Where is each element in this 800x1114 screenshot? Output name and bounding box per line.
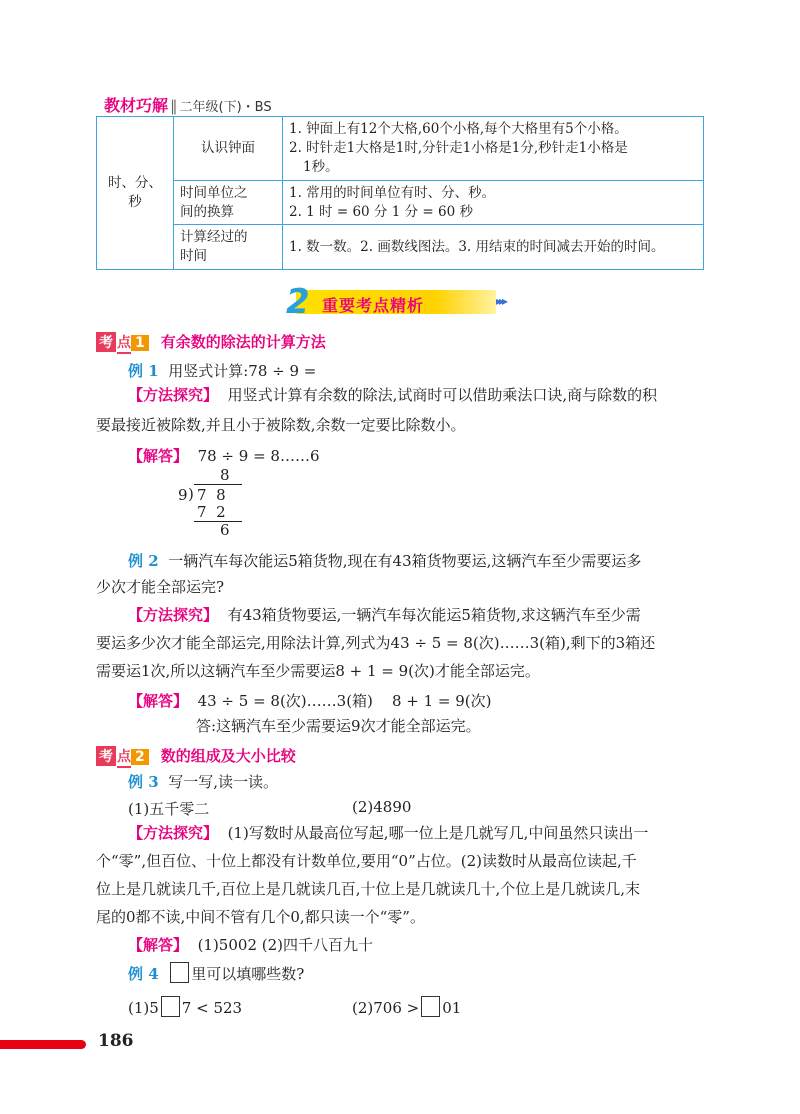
kaodian-heading	[96, 331, 326, 354]
kaodian-badge: 考	[96, 332, 116, 352]
page-number: 186	[98, 1031, 134, 1051]
table-row	[97, 117, 704, 181]
example-4	[128, 962, 304, 984]
section-banner	[286, 282, 526, 322]
kaodian-badge-dian: 点	[117, 746, 131, 768]
example-3	[128, 771, 278, 792]
ld-bar	[194, 484, 242, 485]
running-header	[104, 93, 272, 116]
content-line: 1秒。	[303, 158, 339, 175]
content-line: 1. 钟面上有12个大格,60个小格,每个大格里有5个小格。	[289, 121, 628, 137]
method-3	[128, 818, 704, 848]
method-line: (1)写数时从最高位写起,哪一位上是几就写几,中间虽然只读出一	[227, 824, 649, 842]
kaodian-number: 1	[131, 335, 149, 351]
question-text: 01	[442, 999, 462, 1017]
answer-text: 78 ÷ 9 = 8……6	[197, 447, 320, 465]
method-2	[128, 600, 704, 630]
grade-label: 二年级(下)・BS	[179, 100, 272, 115]
blank-box	[421, 996, 440, 1017]
ld-bracket: )	[188, 485, 194, 503]
topic-cell: 认识钟面	[174, 117, 283, 181]
content-line: 2. 1 时 = 60 分 1 分 = 60 秒	[289, 203, 473, 220]
method-line: 需要运1次,所以这辆汽车至少需要运8 + 1 = 9(次)才能全部运完。	[96, 662, 540, 680]
content-cell	[283, 180, 704, 225]
method-line: 有43箱货物要运,一辆汽车每次能运5箱货物,求这辆汽车至少需	[227, 606, 641, 624]
example-text: 少次才能全部运完?	[96, 578, 225, 596]
method-1	[128, 380, 704, 410]
section-number: 2	[286, 282, 310, 322]
book-brand: 教材巧解	[104, 96, 169, 115]
question-text: 7 < 523	[181, 999, 243, 1017]
example-label: 例 1	[128, 362, 159, 380]
topic-line: 间的换算	[180, 203, 234, 220]
example-label: 例 4	[128, 965, 159, 983]
question-item: (1)五千零二	[128, 800, 210, 818]
kaodian-heading	[96, 745, 296, 768]
method-line: 要运多少次才能全部运完,用除法计算,列式为43 ÷ 5 = 8(次)……3(箱),剩下的3箱还	[96, 634, 656, 652]
question-text: (2)706 >	[352, 999, 420, 1017]
answer-2	[128, 690, 492, 711]
kaodian-number: 2	[131, 749, 149, 765]
example-text: 里可以填哪些数?	[191, 965, 305, 983]
method-line: 个“零”,但百位、十位上都没有计数单位,要用“0”占位。(2)读数时从最高位读起,千	[96, 852, 637, 870]
kaodian-badge: 考	[96, 746, 116, 766]
method-line: 用竖式计算有余数的除法,试商时可以借助乘法口诀,商与除数的积	[227, 386, 658, 404]
method-line: 位上是几就读几千,百位上是几就读几百,十位上是几就读几十,个位上是几就读几,末	[96, 880, 641, 898]
method-tag: 【方法探究】	[128, 606, 219, 624]
footer-bar	[0, 1040, 86, 1049]
content-line: 1. 常用的时间单位有时、分、秒。	[289, 184, 496, 201]
answer-text: 43 ÷ 5 = 8(次)……3(箱) 8 + 1 = 9(次)	[197, 692, 492, 710]
ld-product: 7 2	[197, 503, 226, 521]
topic-line: 时间	[180, 248, 207, 265]
topic-line: 时间单位之	[180, 184, 248, 201]
example-label: 例 2	[128, 552, 159, 570]
kaodian-badge-dian: 点	[117, 332, 131, 354]
topic-cell	[174, 180, 283, 225]
answer-tag: 【解答】	[128, 692, 189, 710]
category-cell: 时、分、秒	[97, 117, 174, 270]
kaodian-title: 数的组成及大小比较	[160, 747, 296, 765]
ld-subtract-line	[194, 521, 242, 522]
topic-cell	[174, 225, 283, 270]
example-text: 用竖式计算:78 ÷ 9 =	[168, 362, 317, 380]
answer-3	[128, 934, 373, 955]
ld-dividend: 7 8	[197, 486, 226, 504]
ld-quotient: 8	[220, 466, 230, 484]
question-text: (1)5	[128, 999, 159, 1017]
answer-reply: 答:这辆汽车至少需要运9次才能全部运完。	[196, 717, 481, 735]
method-line: 要最接近被除数,并且小于被除数,余数一定要比除数小。	[96, 416, 466, 434]
table-row	[97, 225, 704, 270]
summary-table	[96, 116, 704, 270]
section-title: 重要考点精析	[322, 296, 425, 315]
long-division	[178, 466, 248, 538]
table-row	[97, 180, 704, 225]
topic-line: 计算经过的	[180, 229, 248, 246]
ld-divisor: 9	[178, 486, 188, 504]
example-text: 写一写,读一读。	[168, 773, 278, 791]
content-line: 1. 数一数。2. 画数线图法。3. 用结束的时间减去开始的时间。	[289, 238, 665, 255]
kaodian-title: 有余数的除法的计算方法	[160, 333, 326, 351]
example-1	[128, 360, 316, 381]
content-line: 2. 时针走1大格是1时,分针走1小格是1分,秒针走1小格是	[289, 139, 628, 156]
ld-remainder: 6	[220, 521, 230, 539]
blank-box	[170, 962, 189, 983]
method-line: 尾的0都不读,中间不管有几个0,都只读一个“零”。	[96, 908, 425, 926]
question-item: (2)4890	[352, 798, 412, 816]
answer-text: (1)5002 (2)四千八百九十	[197, 936, 374, 954]
content-cell	[283, 225, 704, 270]
content-cell	[283, 117, 704, 181]
example-text: 一辆汽车每次能运5箱货物,现在有43箱货物要运,这辆汽车至少需要运多	[168, 552, 642, 570]
method-tag: 【方法探究】	[128, 386, 219, 404]
method-tag: 【方法探究】	[128, 824, 219, 842]
blank-box	[161, 996, 180, 1017]
question-item	[128, 996, 242, 1017]
question-item	[352, 996, 461, 1017]
answer-tag: 【解答】	[128, 447, 189, 465]
answer-1	[128, 445, 320, 466]
answer-tag: 【解答】	[128, 936, 189, 954]
header-separator: ‖	[170, 97, 178, 115]
example-label: 例 3	[128, 773, 159, 791]
arrow-icon: ▸▸▸	[496, 294, 506, 308]
